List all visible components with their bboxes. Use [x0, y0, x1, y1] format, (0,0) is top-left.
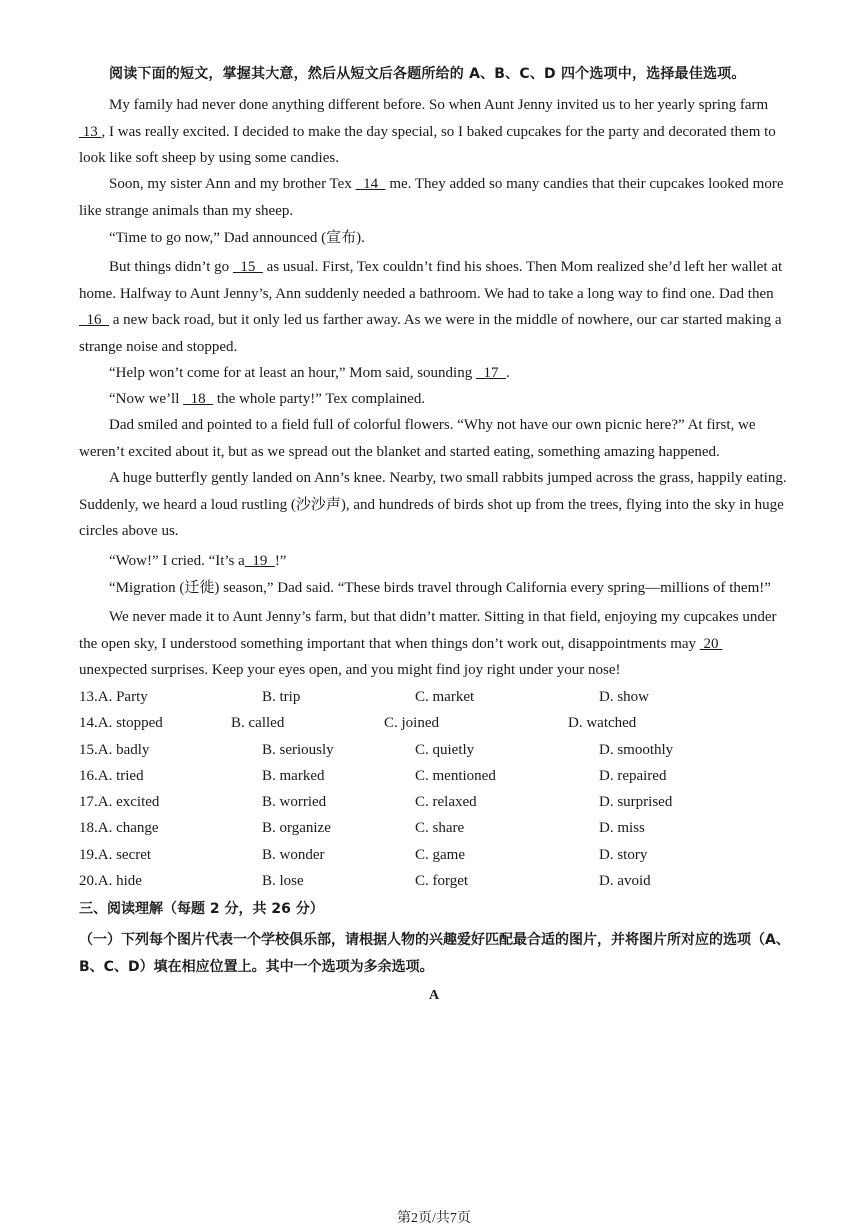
option-row	[79, 842, 791, 868]
option-b: B. wonder	[262, 846, 325, 863]
option-d: D. avoid	[599, 873, 651, 890]
passage-paragraph	[79, 465, 791, 545]
option-d: D. smoothly	[599, 741, 674, 758]
option-b: B. worried	[262, 794, 327, 811]
paragraph-text: .	[505, 365, 510, 381]
option-row	[79, 737, 791, 763]
option-c: C. joined	[384, 715, 439, 732]
option-a: 18.A. change	[79, 820, 159, 837]
sub-label: A	[428, 988, 440, 1003]
option-c: C. game	[415, 846, 465, 863]
option-d: D. miss	[599, 820, 645, 837]
passage-paragraph	[79, 254, 791, 360]
paragraph-text: We never made it to Aunt Jenny’s farm, but that didn’t matter. Sitting in that field, enjoying my cupcakes under the open sky, I understood something important that when things don’t work out, disappointments may	[79, 609, 777, 652]
paragraph-text: “Wow!” I cried. “It’s a	[109, 553, 245, 569]
passage-paragraph	[79, 604, 791, 684]
paragraph-text: A huge butterfly gently landed on Ann’s knee. Nearby, two small rabbits jumped across the grass, happily eating. Suddenly, we heard a loud rustling (沙沙声), and hundreds of birds shot up from the trees, flying into the sky in huge circles above us.	[79, 470, 787, 540]
section-instruction: （一）下列每个图片代表一个学校俱乐部，请根据人物的兴趣爱好匹配最合适的图片，并将图片所对应的选项（A、B、C、D）填在相应位置上。其中一个选项为多余选项。	[79, 932, 790, 975]
options-list	[79, 684, 791, 894]
option-row	[79, 868, 791, 894]
passage-paragraph	[79, 386, 791, 413]
option-row	[79, 710, 791, 736]
option-row	[79, 789, 791, 815]
option-c: C. share	[415, 820, 465, 837]
answer-blank: 16	[79, 312, 109, 329]
answer-blank: 17	[475, 365, 506, 381]
option-a: 16.A. tried	[79, 767, 144, 784]
paragraph-text: as usual. First, Tex couldn’t find his shoes. Then Mom realized she’d left her wallet at home. Halfway to Aunt Jenny’s, Ann suddenly needed a bathroom. We had to take a long way to find one. Dad then	[79, 259, 783, 302]
option-a: 19.A. secret	[79, 846, 152, 863]
option-d: D. story	[599, 846, 648, 863]
answer-blank: 15	[232, 259, 263, 275]
paragraph-text: My family had never done anything different before. So when Aunt Jenny invited us to her yearly spring farm	[109, 97, 769, 113]
paragraph-text: !”	[274, 553, 287, 569]
option-b: B. seriously	[262, 741, 334, 758]
paragraph-text: “Time to go now,” Dad announced (宣布).	[109, 230, 365, 246]
option-b: B. trip	[262, 689, 301, 705]
option-d: D. show	[599, 689, 650, 705]
paragraph-text: “Now we’ll	[109, 391, 184, 407]
paragraph-text: “Migration (迁徙) season,” Dad said. “These birds travel through California every spring—millions of them!”	[109, 580, 771, 596]
option-d: D. surprised	[599, 794, 673, 811]
option-d: D. repaired	[599, 767, 667, 784]
option-c: C. relaxed	[415, 794, 477, 811]
paragraph-text: the whole party!” Tex complained.	[213, 391, 426, 407]
option-row	[79, 684, 791, 710]
paragraph-text: , I was really excited. I decided to make the day special, so I baked cupcakes for the party and decorated them to look like soft sheep by using some candies.	[79, 123, 776, 167]
passage-paragraph	[79, 412, 791, 465]
paragraph-text: me. They added so many candies that their cupcakes looked more like strange animals than my sheep.	[79, 176, 784, 219]
answer-blank: 14	[355, 176, 386, 192]
page-footer: 第2页/共7页	[397, 1211, 471, 1226]
passage-paragraph	[79, 171, 791, 224]
option-d: D. watched	[568, 715, 637, 732]
option-b: B. called	[231, 715, 285, 732]
passage-paragraph	[79, 225, 791, 252]
option-b: B. organize	[262, 820, 331, 837]
passage-paragraph	[79, 548, 791, 575]
option-b: B. marked	[262, 767, 325, 784]
option-b: B. lose	[262, 873, 304, 890]
option-a: 15.A. badly	[79, 741, 150, 758]
passage-paragraph	[79, 92, 791, 172]
option-a: 20.A. hide	[79, 873, 142, 890]
paragraph-text: Dad smiled and pointed to a field full of colorful flowers. “Why not have our own picnic here?” At first, we weren’t excited about it, but as we spread out the blanket and started eating, something amazing happened.	[79, 417, 756, 460]
answer-blank: 13	[79, 123, 102, 140]
paragraph-text: “Help won’t come for at least an hour,” Mom said, sounding	[109, 365, 476, 381]
instruction: 阅读下面的短文，掌握其大意，然后从短文后各题所给的 A、B、C、D 四个选项中，选择最佳选项。	[109, 66, 746, 82]
answer-blank: 19	[244, 553, 275, 569]
paragraph-text: But things didn’t go	[109, 259, 233, 275]
option-row	[79, 815, 791, 841]
answer-blank: 18	[183, 391, 214, 407]
option-a: 17.A. excited	[79, 794, 160, 811]
option-a: 13.A. Party	[79, 689, 148, 705]
option-a: 14.A. stopped	[79, 715, 163, 732]
answer-blank: 20	[699, 635, 723, 652]
option-c: C. quietly	[415, 741, 475, 758]
section-title: 三、阅读理解（每题 2 分，共 26 分）	[79, 901, 324, 917]
option-c: C. market	[415, 689, 475, 705]
option-c: C. forget	[415, 873, 469, 890]
paragraph-text: unexpected surprises. Keep your eyes open, and you might find joy right under your nose!	[79, 662, 621, 679]
passage-paragraph	[79, 360, 791, 387]
option-c: C. mentioned	[415, 767, 496, 784]
paragraph-text: Soon, my sister Ann and my brother Tex	[109, 176, 356, 192]
passage-paragraph	[79, 575, 791, 602]
option-row	[79, 763, 791, 789]
paragraph-text: a new back road, but it only led us farther away. As we were in the middle of nowhere, our car started making a strange noise and stopped.	[79, 312, 782, 355]
